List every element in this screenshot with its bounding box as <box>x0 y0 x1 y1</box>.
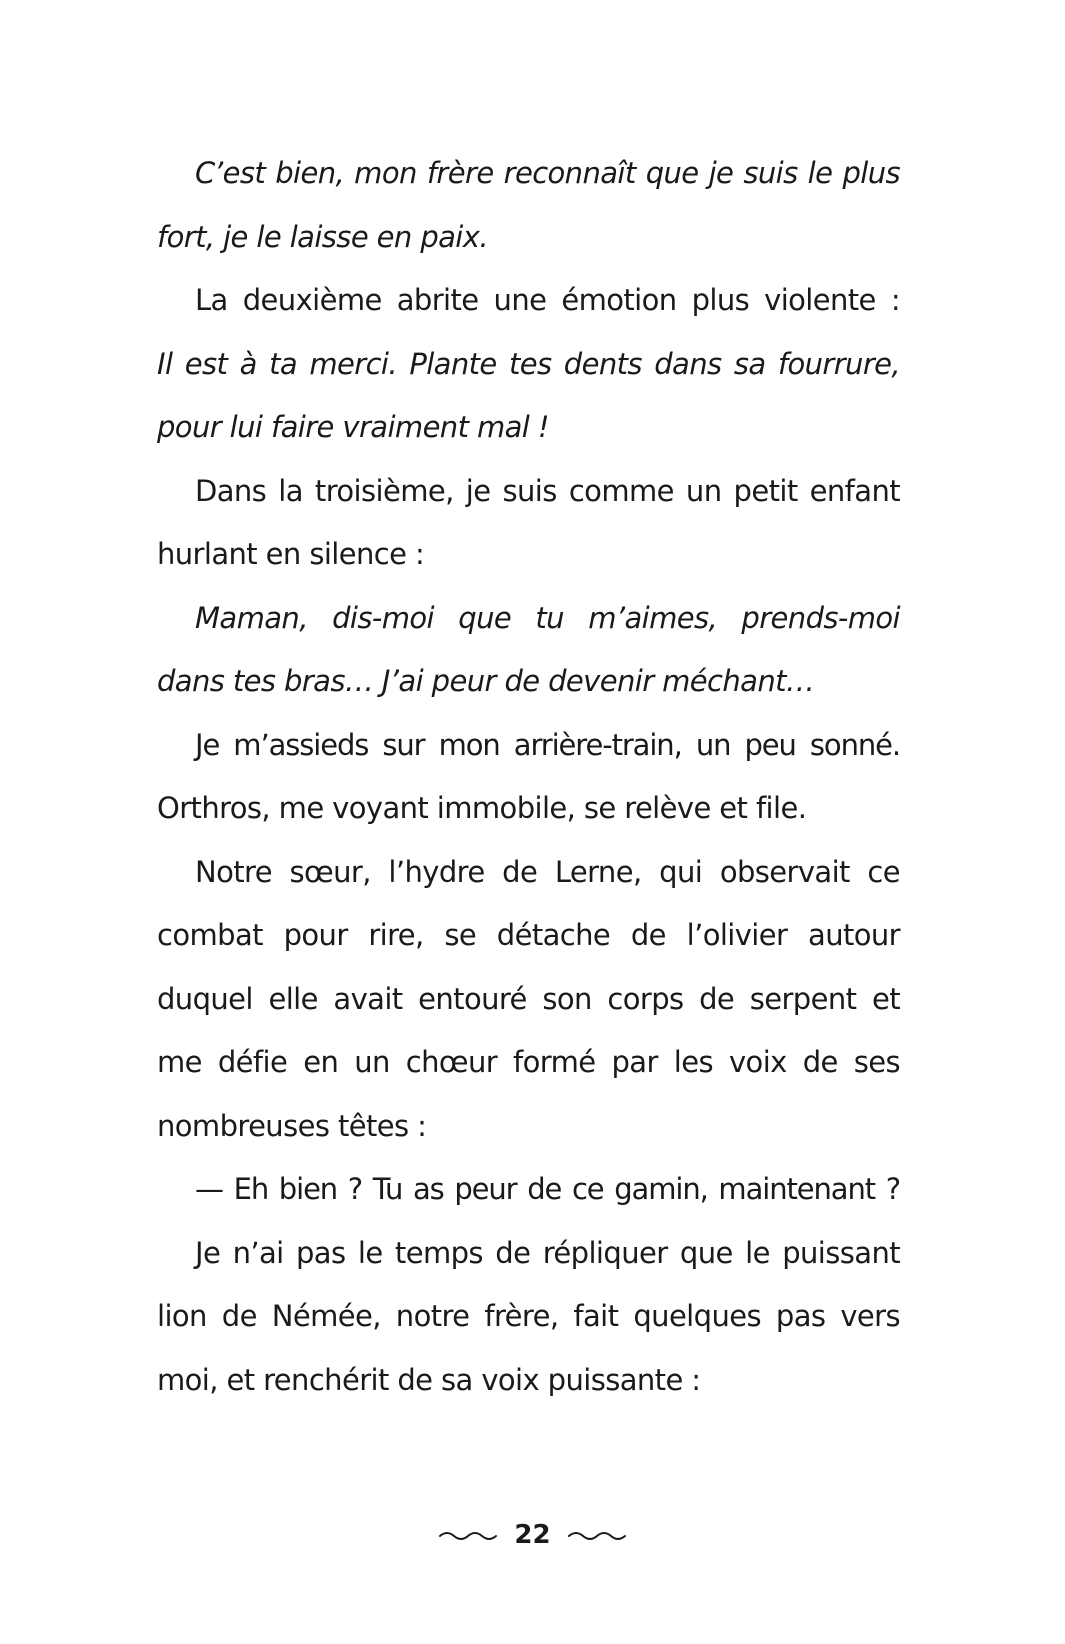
wave-ornament-icon <box>438 1528 498 1542</box>
text-line: duquel elle avait entouré son corps de serpent et <box>157 981 900 1016</box>
text-line: nombreuses têtes : <box>157 1108 427 1143</box>
page-footer <box>0 1510 1065 1560</box>
text-line: dans tes bras… J’ai peur de devenir méchant… <box>157 664 815 698</box>
wave-ornament-icon <box>567 1528 627 1542</box>
text-line: me défie en un chœur formé par les voix de ses <box>157 1045 900 1079</box>
text-line: Il est à ta merci. Plante tes dents dans sa fourrure, <box>157 346 900 381</box>
text-line: C’est bien, mon frère reconnaît que je suis le plus <box>195 156 900 190</box>
text-line: La deuxième abrite une émotion plus violente : <box>195 283 900 317</box>
text-line: Orthros, me voyant immobile, se relève et file. <box>157 791 807 825</box>
text-line: fort, je le laisse en paix. <box>157 219 488 254</box>
text-line: combat pour rire, se détache de l’olivier autour <box>157 918 900 952</box>
text-line: lion de Némée, notre frère, fait quelques pas vers <box>157 1299 900 1333</box>
text-line: Je n’ai pas le temps de répliquer que le puissant <box>195 1235 900 1270</box>
text-line: moi, et renchérit de sa voix puissante : <box>157 1362 701 1397</box>
dialogue-line: — Eh bien ? Tu as peur de ce gamin, maintenant ? <box>195 1172 900 1206</box>
text-line: hurlant en silence : <box>157 537 425 571</box>
text-line: pour lui faire vraiment mal ! <box>157 410 549 444</box>
text-line: Maman, dis-moi que tu m’aimes, prends-moi <box>195 600 900 635</box>
page-number: 22 <box>514 1520 551 1550</box>
page-body <box>157 142 900 1412</box>
text-line: Je m’assieds sur mon arrière-train, un peu sonné. <box>195 727 900 762</box>
text-line: Notre sœur, l’hydre de Lerne, qui observait ce <box>195 854 900 889</box>
text-line: Dans la troisième, je suis comme un petit enfant <box>195 473 900 508</box>
